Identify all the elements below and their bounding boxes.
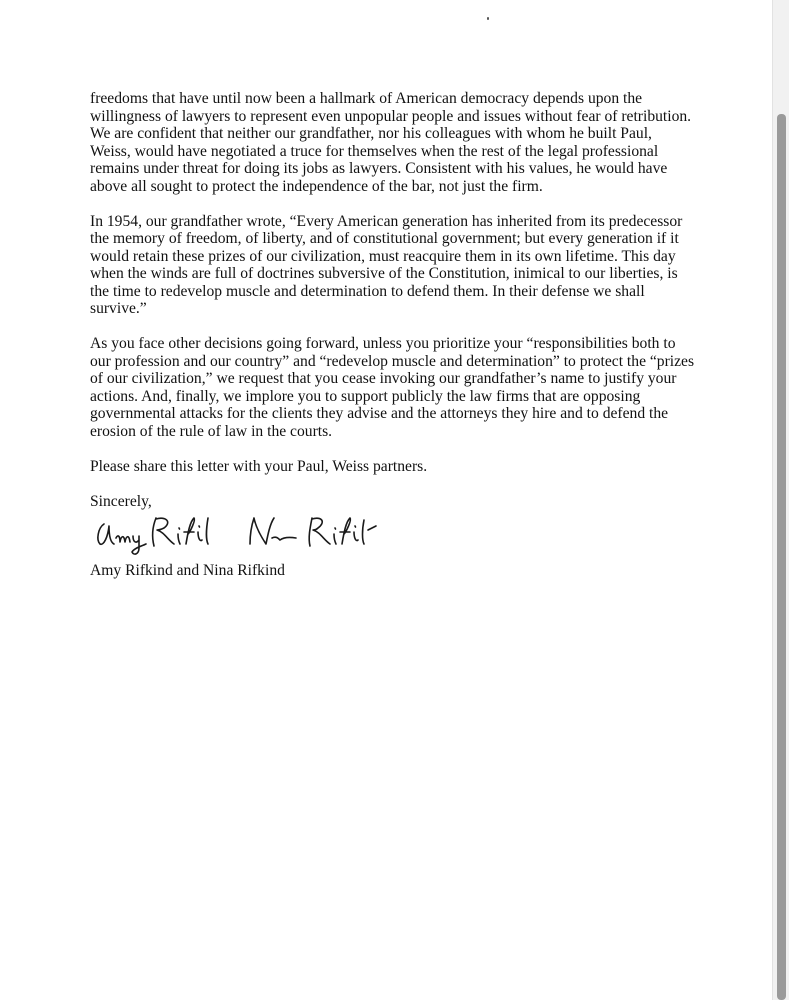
vertical-scrollbar[interactable]: [772, 0, 789, 1000]
text-line: the memory of freedom, of liberty, and of constitutional government; but every generation if it: [90, 230, 679, 247]
text-line: the time to redevelop muscle and determination to defend them. In their defense we shall: [90, 282, 645, 300]
text-line: Please share this letter with your Paul, Weiss partners.: [90, 457, 428, 475]
scan-speck: [487, 17, 489, 20]
signer-names: Amy Rifkind and Nina Rifkind: [90, 562, 285, 579]
paragraph-3: [90, 335, 695, 440]
text-line: erosion of the rule of law in the courts.: [90, 422, 333, 440]
paragraph-1: [90, 90, 690, 195]
text-line: freedoms that have until now been a hallmark of American democracy depends upon the: [90, 90, 643, 107]
text-line: our profession and our country” and “redevelop muscle and determination” to protect the “prizes: [90, 352, 695, 370]
closing: Sincerely,: [90, 492, 152, 510]
text-line: In 1954, our grandfather wrote, “Every American generation has inherited from its predecessor: [90, 212, 683, 230]
text-line: governmental attacks for the clients they advise and the attorneys they hire and to defend the: [90, 405, 669, 422]
text-line: remains under threat for doing its jobs as lawyers. Consistent with his values, he would have: [90, 160, 668, 177]
text-line: As you face other decisions going forward, unless you prioritize your “responsibilities both to: [90, 335, 676, 352]
text-line: survive.”: [90, 300, 147, 317]
signature-image: [90, 510, 410, 562]
paragraph-4: [90, 458, 690, 476]
text-line: when the winds are full of doctrines subversive of the Constitution, inimical to our liberties, is: [90, 265, 678, 282]
letter-body: [90, 90, 695, 580]
text-line: willingness of lawyers to represent even unpopular people and issues without fear of retribution.: [90, 107, 692, 125]
text-line: Weiss, would have negotiated a truce for themselves when the rest of the legal professional: [90, 142, 659, 160]
text-line: above all sought to protect the independence of the bar, not just the firm.: [90, 177, 543, 195]
paragraph-2: [90, 213, 690, 318]
text-line: of our civilization,” we request that you cease invoking our grandfather’s name to justify your: [90, 370, 677, 387]
text-line: We are confident that neither our grandfather, nor his colleagues with whom he built Paul,: [90, 125, 652, 142]
text-line: actions. And, finally, we implore you to support publicly the law firms that are opposing: [90, 387, 641, 405]
scrollbar-thumb[interactable]: [777, 114, 786, 1000]
handwritten-signatures: [90, 510, 410, 562]
text-line: would retain these prizes of our civilization, must reacquire them in its own lifetime. This day: [90, 247, 676, 265]
